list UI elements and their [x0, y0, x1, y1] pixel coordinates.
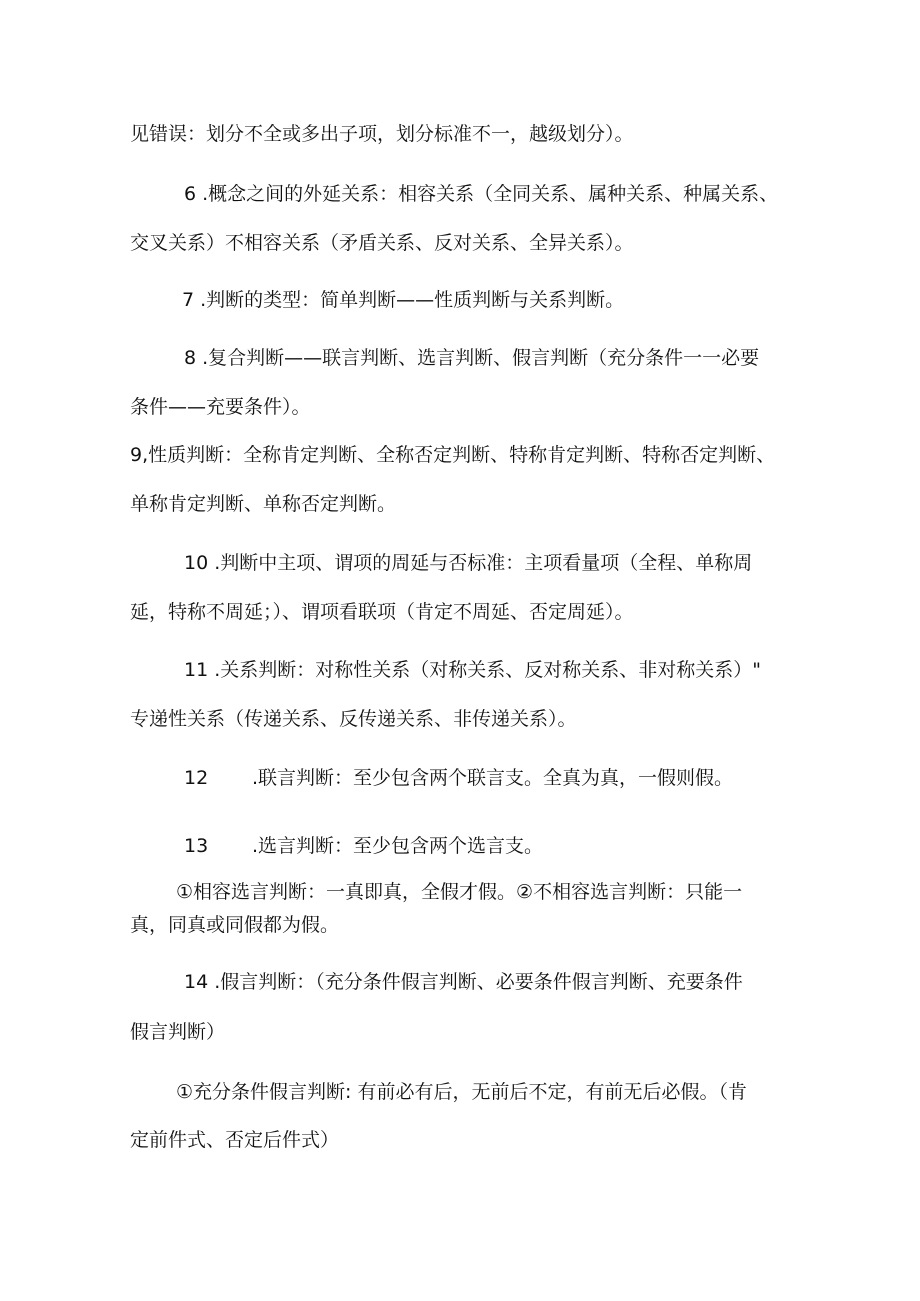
text-line: .选言判断：至少包含两个选言支。 — [252, 835, 544, 857]
text-line: .联言判断：至少包含两个联言支。全真为真，一假则假。 — [252, 767, 734, 789]
text-line: 11 .关系判断：对称性关系（对称关系、反对称关系、非对称关系）" — [184, 659, 761, 681]
text-line: 真，同真或同假都为假。 — [130, 914, 340, 936]
text-line: 8 .复合判断——联言判断、选言判断、假言判断（充分条件一一必要 — [184, 347, 760, 369]
text-line: 假言判断） — [130, 1021, 226, 1043]
text-line: 单称肯定判断、单称否定判断。 — [130, 493, 397, 515]
text-line: 9,性质判断：全称肯定判断、全称否定判断、特称肯定判断、特称否定判断、 — [130, 444, 776, 466]
text-line: 见错误：划分不全或多出子项，划分标准不一，越级划分）。 — [130, 123, 634, 145]
item-number: 13 — [184, 835, 209, 857]
text-line: ①充分条件假言判断: 有前必有后，无前后不定，有前无后必假。（肯 — [176, 1081, 747, 1103]
text-line: 专递性关系（传递关系、反传递关系、非传递关系）。 — [130, 708, 577, 730]
text-line: 延，特称不周延；）、谓项看联项（肯定不周延、否定周延）。 — [130, 601, 634, 623]
text-line: 10 .判断中主项、谓项的周延与否标准：主项看量项（全程、单称周 — [184, 552, 753, 574]
text-line: 条件——充要条件）。 — [130, 396, 311, 418]
text-line: 7 .判断的类型：简单判断——性质判断与关系判断。 — [182, 289, 625, 311]
text-line: 定前件式、否定后件式） — [130, 1129, 340, 1151]
text-line: 6 .概念之间的外延关系：相容关系（全同关系、属种关系、种属关系、 — [184, 183, 779, 205]
text-line: 交叉关系）不相容关系（矛盾关系、反对关系、全异关系）。 — [130, 232, 634, 254]
item-number: 12 — [184, 767, 209, 789]
text-line: ①相容选言判断：一真即真，全假才假。②不相容选言判断：只能一 — [176, 881, 743, 903]
text-line: 14 .假言判断：（充分条件假言判断、必要条件假言判断、充要条件 — [184, 971, 743, 993]
